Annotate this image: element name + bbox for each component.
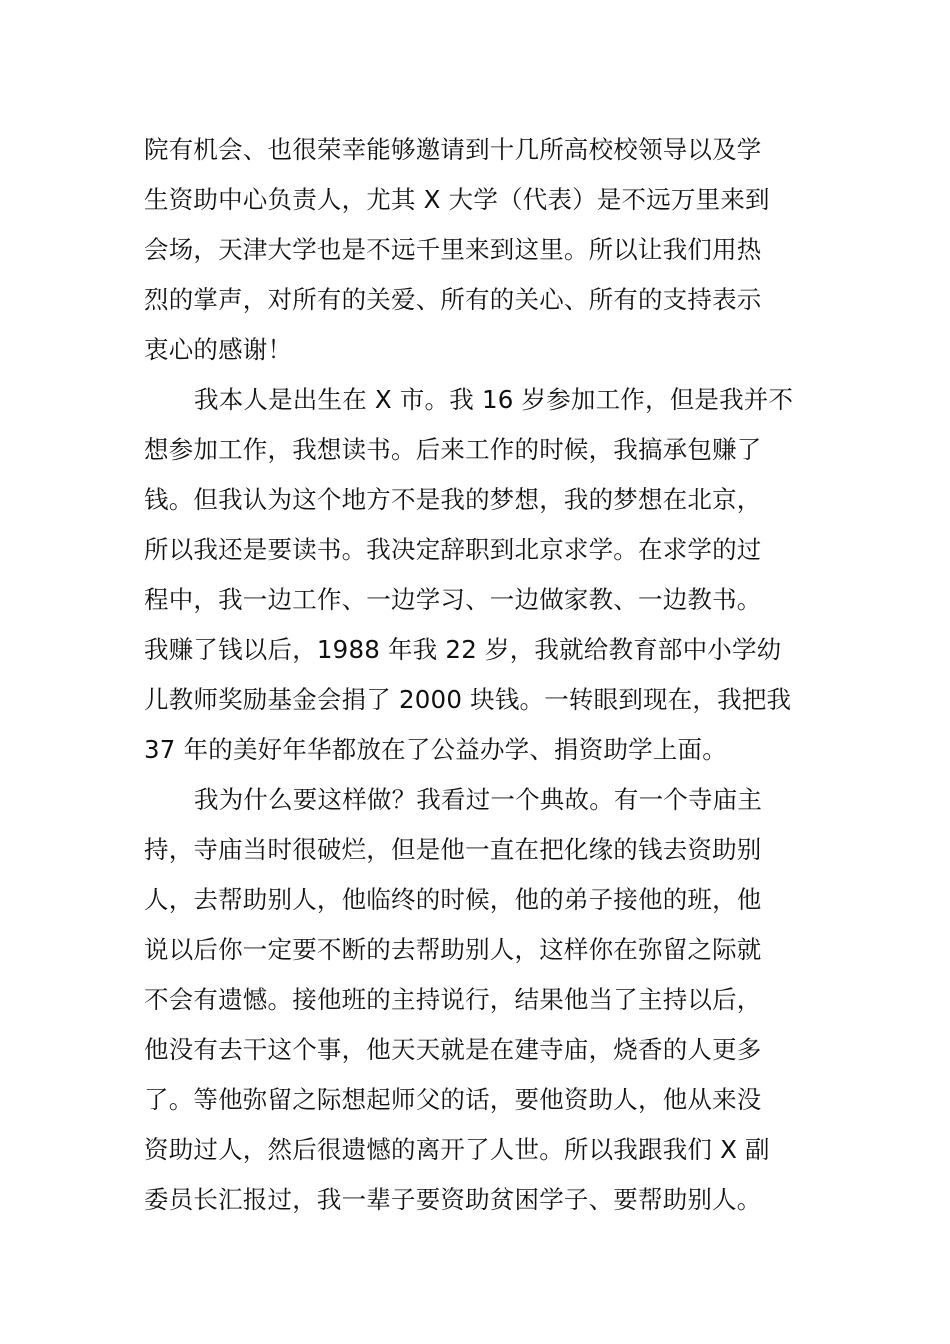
- document-body: [144, 125, 814, 1225]
- text-line: 院有机会、也很荣幸能够邀请到十几所高校校领导以及学: [144, 135, 762, 164]
- text-line: 资助过人，然后很遗憾的离开了人世。所以我跟我们 X 副: [144, 1135, 770, 1164]
- text-line: 衷心的感谢！: [144, 335, 293, 364]
- text-line: 所以我还是要读书。我决定辞职到北京求学。在求学的过: [144, 535, 762, 564]
- text-line: 他没有去干这个事，他天天就是在建寺庙，烧香的人更多: [144, 1035, 762, 1064]
- text-line: 钱。但我认为这个地方不是我的梦想，我的梦想在北京，: [144, 485, 762, 514]
- text-line: 儿教师奖励基金会捐了 2000 块钱。一转眼到现在，我把我: [144, 685, 792, 714]
- text-line: 37 年的美好年华都放在了公益办学、捐资助学上面。: [144, 735, 727, 764]
- text-line: 说以后你一定要不断的去帮助别人，这样你在弥留之际就: [144, 935, 762, 964]
- text-line: 我为什么要这样做？我看过一个典故。有一个寺庙主: [194, 785, 763, 814]
- text-line: 人，去帮助别人，他临终的时候，他的弟子接他的班，他: [144, 885, 762, 914]
- text-line: 程中，我一边工作、一边学习、一边做家教、一边教书。: [144, 585, 762, 614]
- text-line: 持，寺庙当时很破烂，但是他一直在把化缘的钱去资助别: [144, 835, 762, 864]
- text-line: 烈的掌声，对所有的关爱、所有的关心、所有的支持表示: [144, 285, 762, 314]
- text-line: 委员长汇报过，我一辈子要资助贫困学子、要帮助别人。: [144, 1185, 762, 1214]
- paragraph-2: [144, 375, 814, 775]
- text-line: 不会有遗憾。接他班的主持说行，结果他当了主持以后，: [144, 985, 762, 1014]
- text-line: 想参加工作，我想读书。后来工作的时候，我搞承包赚了: [144, 435, 762, 464]
- text-line: 我赚了钱以后，1988 年我 22 岁，我就给教育部中小学幼: [144, 635, 782, 664]
- text-line: 我本人是出生在 X 市。我 16 岁参加工作，但是我并不: [194, 385, 794, 414]
- text-line: 会场，天津大学也是不远千里来到这里。所以让我们用热: [144, 235, 762, 264]
- text-line: 了。等他弥留之际想起师父的话，要他资助人，他从来没: [144, 1085, 762, 1114]
- text-line: 生资助中心负责人，尤其 X 大学（代表）是不远万里来到: [144, 185, 770, 214]
- paragraph-1: [144, 125, 814, 375]
- paragraph-3: [144, 775, 814, 1225]
